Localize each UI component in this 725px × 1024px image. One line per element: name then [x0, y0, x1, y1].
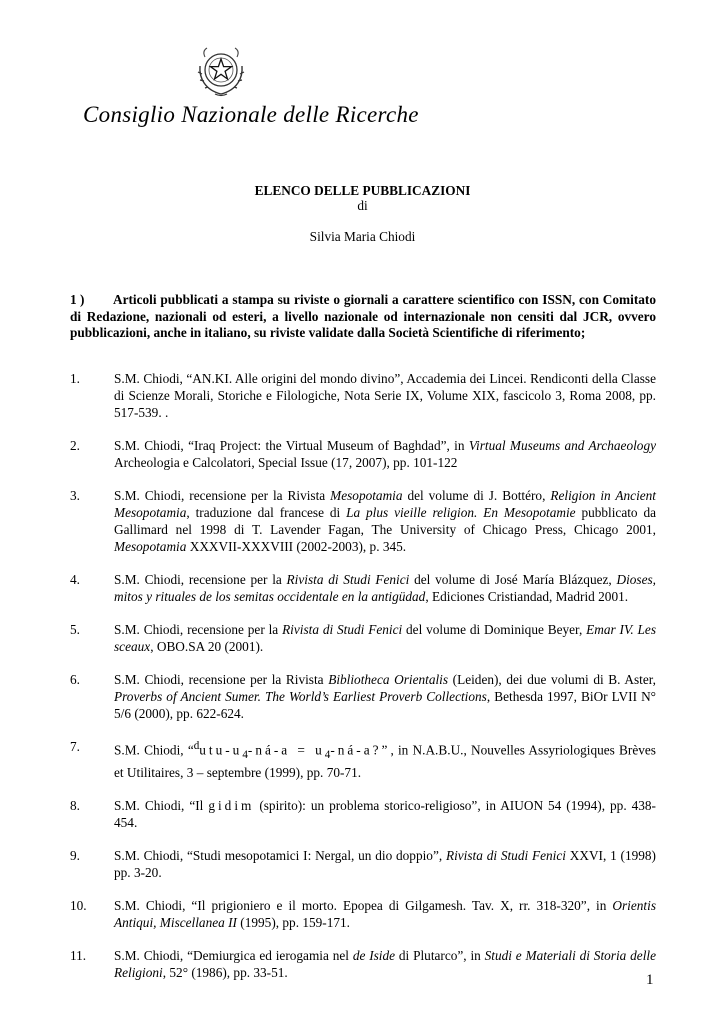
citation-italic-text: Virtual Museums and Archaeology [468, 438, 656, 453]
citation-text: -ná-a?” [330, 742, 391, 758]
citation-italic-text: Bibliotheca Orientalis [328, 672, 449, 687]
entry-citation [114, 437, 656, 471]
citation-text: utu-u [199, 742, 243, 758]
citation-text: S.M. Chiodi, “Iraq Project: the Virtual Museum of Baghdad”, in [114, 438, 469, 453]
citation-text: XXVI, 1 (1998) pp. 3-20. [114, 848, 656, 881]
citation-text: , Bethesda 1997, BiOr LVII N° 5/6 (2000), pp. 622-624. [114, 689, 656, 721]
entry-number: 9. [70, 848, 80, 864]
list-item [70, 571, 656, 605]
citation-text: del volume di Dominique Beyer, [402, 622, 587, 637]
entry-citation [114, 571, 656, 605]
citation-text: , in N.A.B.U., Nouvelles Assyriologiques Brèves et Utilitaires, 3 – septembre (1999), pp. 70-71. [114, 742, 656, 781]
entry-citation [114, 487, 656, 555]
citation-italic-text: Orientis Antiqui, Miscellanea II [114, 898, 656, 931]
list-item [70, 370, 656, 421]
citation-italic-text: de Iside [352, 948, 396, 964]
citation-text: S.M. Chiodi, recensione per la Rivista [114, 672, 329, 687]
citation-text: S.M. Chiodi, “AN.KI. Alle origini del mondo divino”, Accademia dei Lincei. Rendiconti della Classe di Scienze Morali, Storiche e Filologiche, Nota Serie IX, Volume XIX, fascicolo 3, Roma 2008, pp. 517-539. . [114, 371, 656, 420]
entry-citation [114, 847, 656, 881]
section-number: 1 ) [70, 292, 85, 307]
citation-italic-text: Rivista di Studi Fenici [286, 572, 410, 587]
citation-text: S.M. Chiodi, “Demiurgica ed ierogamia nel [114, 948, 353, 964]
citation-text: gidim [208, 798, 255, 814]
entry-number: 10. [70, 898, 87, 914]
republic-emblem-icon [193, 44, 249, 100]
citation-italic-text: Rivista di Studi Fenici [282, 622, 403, 637]
entry-citation [114, 797, 656, 831]
entry-citation [114, 370, 656, 421]
entry-citation [114, 621, 656, 655]
citation-italic-text: Emar IV. Les sceaux [114, 622, 656, 654]
entry-number: 2. [70, 438, 80, 453]
author-name: Silvia Maria Chiodi [309, 229, 416, 244]
entry-number: 1. [70, 371, 80, 386]
list-item [70, 437, 656, 471]
entry-number: 3. [70, 488, 80, 503]
list-item [70, 738, 656, 781]
citation-text: S.M. Chiodi, “Il [114, 798, 209, 814]
citation-text: 4 [242, 749, 248, 762]
list-item [70, 897, 656, 931]
list-item [70, 947, 656, 981]
citation-italic-text: Mesopotamia [330, 488, 403, 503]
list-item [70, 621, 656, 655]
citation-text: S.M. Chiodi, recensione per la [114, 622, 283, 637]
citation-italic-text: Rivista di Studi Fenici [445, 848, 566, 864]
entry-number: 8. [70, 798, 80, 814]
citation-italic-text: Proverbs of Ancient Sumer. The World’s Earliest Proverb Collections [114, 689, 487, 704]
citation-text: S.M. Chiodi, “Il prigioniero e il morto. Epopea di Gilgamesh. Tav. X, rr. 318-320”, in [114, 898, 613, 914]
citation-text: di Plutarco”, in [395, 948, 485, 964]
entry-number: 6. [70, 672, 80, 687]
entry-number: 5. [70, 622, 80, 637]
entry-citation [114, 947, 656, 981]
entry-citation [114, 738, 656, 781]
entry-citation [114, 897, 656, 931]
citation-text: del volume di J. Bottéro, [402, 488, 551, 503]
citation-text: , traduzione dal francese di [186, 505, 347, 520]
citation-text: d [193, 740, 200, 752]
citation-text: S.M. Chiodi, “Studi mesopotamici I: Nergal, un dio doppio”, [114, 848, 446, 864]
citation-text: XXXVII-XXXVIII (2002-2003), p. 345. [186, 539, 407, 554]
list-item [70, 671, 656, 722]
entry-citation [114, 671, 656, 722]
section-text: Articoli pubblicati a stampa su riviste o giornali a carattere scientifico con ISSN, con Comitato di Redazione, nazionali od esteri, a livello nazionale od internazionale non censiti dal JCR, ovvero pubblicazioni, anche in italiano, su riviste validate dalla Società Scientifiche di riferimento; [70, 292, 656, 340]
list-item [70, 797, 656, 831]
citation-text: (spirito): un problema storico-religioso”, in AIUON 54 (1994), pp. 438-454. [114, 798, 656, 831]
citation-italic-text: Mesopotamia [114, 539, 187, 554]
citation-text: S.M. Chiodi, recensione per la [114, 572, 287, 587]
citation-text: S.M. Chiodi, recensione per la Rivista [114, 488, 331, 503]
section-heading [70, 292, 656, 342]
institution-name: Consiglio Nazionale delle Ricerche [83, 102, 419, 127]
publication-list [70, 370, 656, 997]
citation-text: S.M. Chiodi, “ [114, 742, 194, 758]
citation-italic-text: Studi e Materiali di Storia delle Religioni [114, 948, 656, 981]
citation-italic-text: Dioses, mitos y rituales de los semitas occidentale en la antigüdad [114, 572, 657, 604]
citation-text: (Leiden), dei due volumi di B. Aster, [448, 672, 656, 687]
entry-number: 11. [70, 948, 87, 964]
citation-text: del volume di José María Blázquez, [409, 572, 617, 587]
citation-text: Archeologia e Calcolatori, Special Issue (17, 2007), pp. 101-122 [114, 455, 458, 470]
page-number: 1 [646, 972, 654, 988]
list-item [70, 487, 656, 555]
title-preposition: di [357, 198, 368, 213]
citation-text: 4 [324, 749, 331, 762]
citation-text: (1995), pp. 159-171. [236, 915, 350, 931]
entry-number: 4. [70, 572, 80, 587]
citation-text: , OBO.SA 20 (2001). [150, 639, 264, 654]
document-title: ELENCO DELLE PUBBLICAZIONI [254, 183, 471, 198]
citation-italic-text: Religion in Ancient Mesopotamia [114, 488, 657, 520]
list-item [70, 847, 656, 881]
citation-text: -ná-a = u [247, 742, 325, 758]
entry-number: 7. [70, 739, 80, 754]
citation-text: pubblicato da Gallimard nel 1998 di T. Lavender Fagan, The University of Chicago Press, Chicago 2001, [114, 505, 657, 537]
citation-italic-text: La plus vieille religion. En Mesopotamie [346, 505, 576, 520]
citation-text: , Ediciones Cristiandad, Madrid 2001. [425, 589, 629, 604]
citation-text: , 52° (1986), pp. 33-51. [162, 965, 288, 981]
